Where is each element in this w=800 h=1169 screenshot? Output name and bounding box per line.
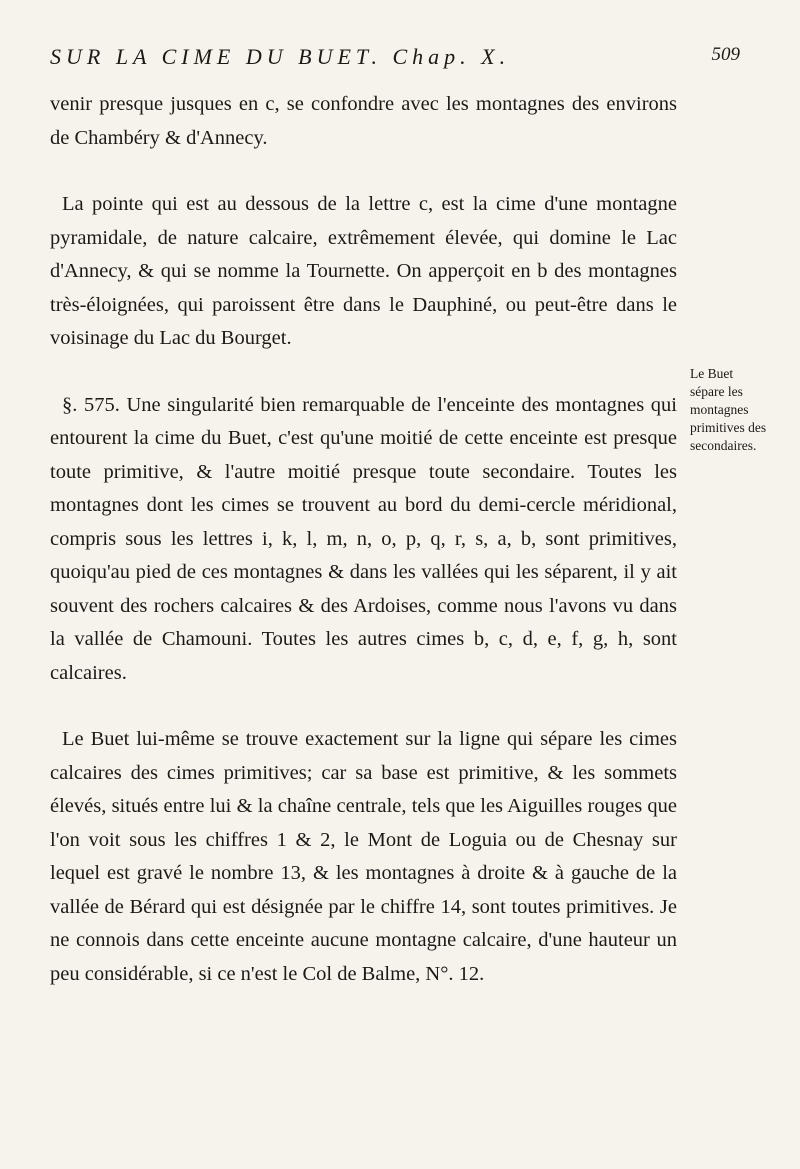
paragraph-4: Le Buet lui-même se trouve exactement sur la ligne qui sépare les cimes calcaires des cimes primitives; car sa base est primitive, & les sommets élevés, situés entre lui & la chaîne centrale, tels que les Aiguilles rouges que l'on voit sous les chiffres 1 & 2, le Mont de Loguia ou de Chesnay sur lequel est gravé le nombre 13, & les montagnes à droite & à gauche de la vallée de Bérard qui est désignée par le chiffre 14, sont toutes primitives. Je ne connois dans cette enceinte aucune montagne calcaire, d'une hauteur un peu considérable, si ce n'est le Col de Balme, N°. 12. <box>50 728 677 985</box>
paragraph-gap <box>50 155 677 188</box>
page-number: 509 <box>711 44 740 65</box>
body-text <box>50 88 677 991</box>
paragraph-gap <box>50 690 677 723</box>
paragraph-2: La pointe qui est au dessous de la lettre c, est la cime d'une montagne pyramidale, de nature calcaire, extrêmement élevée, qui domine le Lac d'Annecy, & qui se nomme la Tournette. On apperçoit en b des montagnes très-éloignées, qui paroissent être dans le Dauphiné, ou peut-être dans le voisinage du Lac du Bourget. <box>50 193 677 349</box>
paragraph-1: venir presque jusques en c, se confondre avec les montagnes des environs de Chambéry & d'Annecy. <box>50 93 677 149</box>
running-head: SUR LA CIME DU BUET. Chap. X. <box>50 44 511 69</box>
paragraph-gap <box>50 356 677 389</box>
page-header <box>50 44 740 74</box>
margin-note: Le Buet sépare les montagnes primitives des secondaires. <box>690 366 767 453</box>
paragraph-3: §. 575. Une singularité bien remarquable de l'enceinte des montagnes qui entourent la cime du Buet, c'est qu'une moitié de cette enceinte est presque toute primitive, & l'autre moitié presque toute secondaire. Toutes les montagnes dont les cimes se trouvent au bord du demi-cercle méridional, compris sous les lettres i, k, l, m, n, o, p, q, r, s, a, b, sont primitives, quoiqu'au pied de ces montagnes & dans les vallées qui les séparent, il y ait souvent des rochers calcaires & des Ardoises, comme nous l'avons vu dans la vallée de Chamouni. Toutes les autres cimes b, c, d, e, f, g, h, sont calcaires. <box>50 393 677 684</box>
